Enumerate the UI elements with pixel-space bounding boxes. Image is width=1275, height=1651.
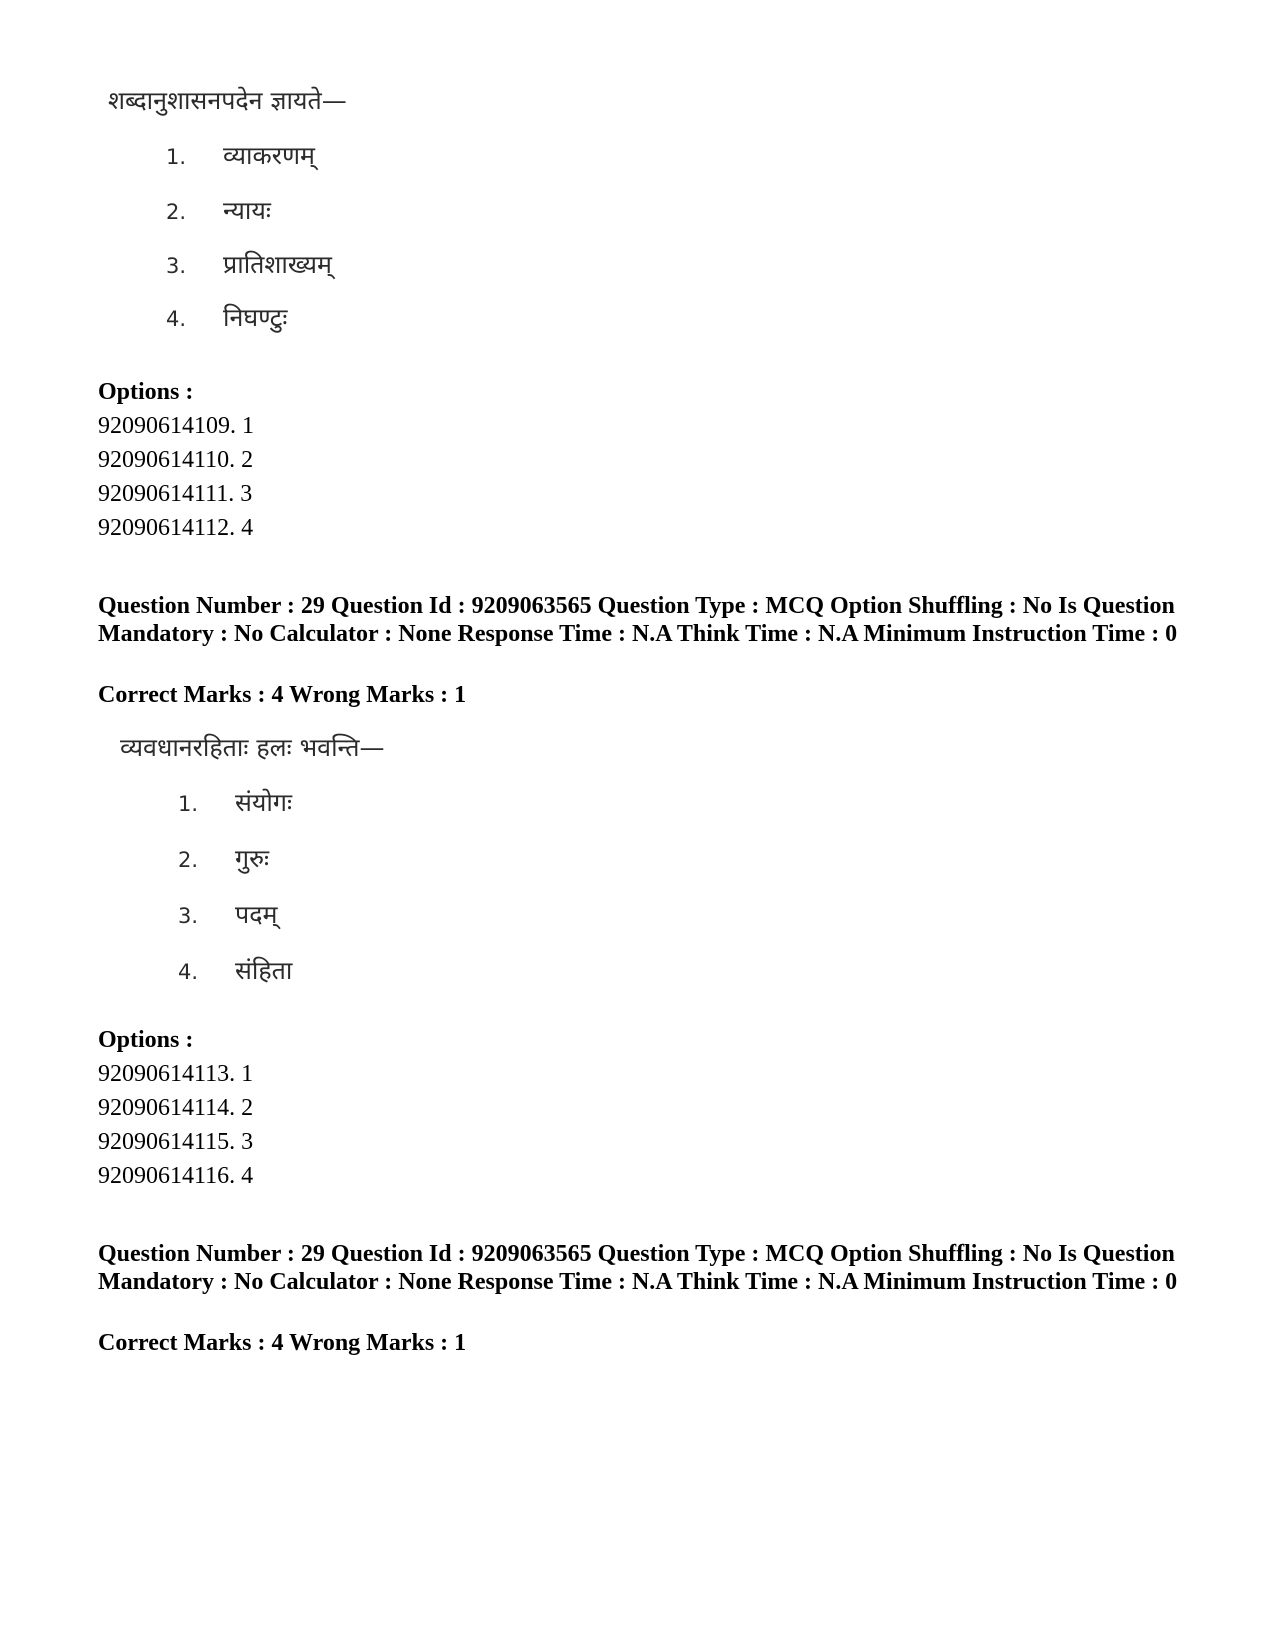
- choice-text: निघण्टुः: [223, 303, 288, 332]
- choice-number: 1.: [166, 145, 187, 169]
- option-line: 92090614112. 4: [98, 515, 254, 541]
- choice-number: 3.: [166, 254, 187, 278]
- question-c-marks: Correct Marks : 4 Wrong Marks : 1: [98, 1330, 467, 1356]
- option-line: 92090614115. 3: [98, 1129, 254, 1155]
- question-a-image: [108, 86, 508, 346]
- choice-number: 4.: [166, 307, 187, 331]
- option-line: 92090614110. 2: [98, 447, 254, 473]
- question-c-meta: Question Number : 29 Question Id : 9209063565 Question Type : MCQ Option Shuffling : No Is Question Mandatory : No Calculator : None Response Time : N.A Think Time : N.A Minimum Instruction Time : 0: [98, 1241, 1178, 1295]
- question-b-meta: Question Number : 29 Question Id : 9209063565 Question Type : MCQ Option Shuffling : No Is Question Mandatory : No Calculator : None Response Time : N.A Think Time : N.A Minimum Instruction Time : 0: [98, 593, 1178, 647]
- question-a-choice: [166, 247, 332, 281]
- option-line: 92090614114. 2: [98, 1095, 254, 1121]
- question-b-choice: [178, 841, 269, 875]
- option-line: 92090614113. 1: [98, 1061, 254, 1087]
- choice-text: पदम्: [235, 900, 278, 929]
- question-b-stem: व्यवधानरहिताः हलः भवन्ति—: [120, 733, 385, 762]
- question-b-image: [120, 733, 520, 993]
- choice-number: 1.: [178, 792, 199, 816]
- option-line: 92090614109. 1: [98, 413, 254, 439]
- choice-text: गुरुः: [235, 844, 270, 873]
- options-label: Options :: [98, 1027, 194, 1053]
- choice-number: 2.: [166, 200, 187, 224]
- choice-number: 2.: [178, 848, 199, 872]
- choice-number: 3.: [178, 904, 199, 928]
- choice-text: व्याकरणम्: [223, 141, 315, 170]
- question-a-choice: [166, 193, 271, 227]
- question-a-choice: [166, 138, 315, 172]
- choice-text: प्रातिशाख्यम्: [223, 250, 332, 279]
- question-b-marks: Correct Marks : 4 Wrong Marks : 1: [98, 682, 467, 708]
- choice-text: संयोगः: [235, 788, 293, 817]
- choice-text: न्यायः: [223, 196, 271, 225]
- choice-number: 4.: [178, 960, 199, 984]
- question-b-choice: [178, 785, 292, 819]
- options-label: Options :: [98, 379, 194, 405]
- option-line: 92090614116. 4: [98, 1163, 254, 1189]
- option-line: 92090614111. 3: [98, 481, 253, 507]
- question-a-choice: [166, 300, 287, 334]
- question-a-stem: शब्दानुशासनपदेन ज्ञायते—: [108, 86, 347, 115]
- question-b-choice: [178, 897, 277, 931]
- question-b-choice: [178, 953, 292, 987]
- choice-text: संहिता: [235, 956, 293, 985]
